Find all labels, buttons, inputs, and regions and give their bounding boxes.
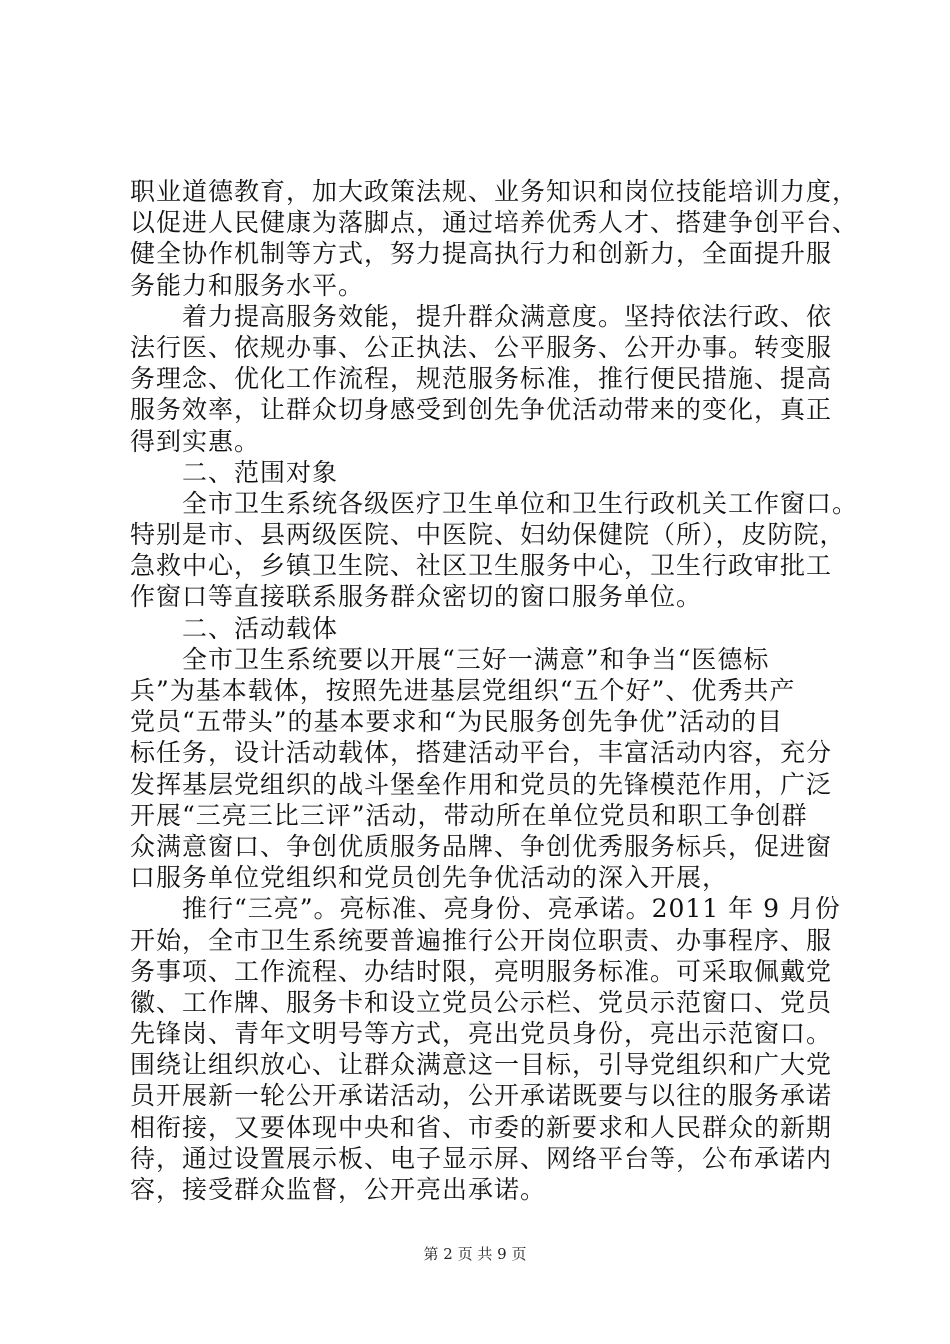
text-line: 徽、工作牌、服务卡和设立党员公示栏、党员示范窗口、党员 xyxy=(130,987,833,1017)
section-heading: 二、活动载体 xyxy=(182,613,339,643)
text-line: 以促进人民健康为落脚点，通过培养优秀人才、搭建争创平台、 xyxy=(130,208,859,238)
text-line: 法行医、依规办事、公正执法、公平服务、公开办事。转变服 xyxy=(130,332,833,362)
text-line: 作窗口等直接联系服务群众密切的窗口服务单位。 xyxy=(130,582,703,612)
text-line: 特别是市、县两级医院、中医院、妇幼保健院（所），皮防院， xyxy=(130,520,846,550)
text-line: 党员“五带头”的基本要求和“为民服务创先争优”活动的目 xyxy=(130,707,784,737)
text-line: 职业道德教育，加大政策法规、业务知识和岗位技能培训力度， xyxy=(130,177,859,206)
text-line: 待，通过设置展示板、电子显示屏、网络平台等，公布承诺内 xyxy=(130,1143,833,1173)
paragraph-start-line: 全市卫生系统各级医疗卫生单位和卫生行政机关工作窗口。 xyxy=(182,488,859,518)
text-line: 得到实惠。 xyxy=(130,426,261,456)
text-line: 相衔接，又要体现中央和省、市委的新要求和人民群众的新期 xyxy=(130,1112,833,1142)
paragraph-start-line: 全市卫生系统要以开展“三好一满意”和争当“医德标 xyxy=(182,644,770,674)
text-line: 容，接受群众监督，公开亮出承诺。 xyxy=(130,1175,547,1204)
text-line: 围绕让组织放心、让群众满意这一目标，引导党组织和广大党 xyxy=(130,1050,833,1080)
text-line: 员开展新一轮公开承诺活动，公开承诺既要与以往的服务承诺 xyxy=(130,1081,833,1111)
text-line: 务能力和服务水平。 xyxy=(130,270,365,300)
text-line: 口服务单位党组织和党员创先争优活动的深入开展， xyxy=(130,863,729,893)
document-body xyxy=(130,176,859,1205)
text-line: 开展“三亮三比三评”活动，带动所在单位党员和职工争创群 xyxy=(130,800,808,830)
text-line: 兵”为基本载体，按照先进基层党组织“五个好”、优秀共产 xyxy=(130,676,796,705)
text-line: 务事项、工作流程、办结时限，亮明服务标准。可采取佩戴党 xyxy=(130,956,833,986)
text-line: 健全协作机制等方式，努力提高执行力和创新力，全面提升服 xyxy=(130,239,833,269)
text-line: 开始，全市卫生系统要普遍推行公开岗位职责、办事程序、服 xyxy=(130,925,833,955)
text-line: 急救中心，乡镇卫生院、社区卫生服务中心，卫生行政审批工 xyxy=(130,551,833,581)
paragraph-start-line: 着力提高服务效能，提升群众满意度。坚持依法行政、依 xyxy=(182,301,833,331)
text-line: 服务效率，让群众切身感受到创先争优活动带来的变化，真正 xyxy=(130,395,833,425)
text-line: 众满意窗口、争创优质服务品牌、争创优秀服务标兵，促进窗 xyxy=(130,831,833,861)
page-number-footer: 第 2 页 共 9 页 xyxy=(423,1245,527,1263)
text-line: 发挥基层党组织的战斗堡垒作用和党员的先锋模范作用，广泛 xyxy=(130,769,833,799)
paragraph-start-line: 推行“三亮”。亮标准、亮身份、亮承诺。2011 年 9 月份 xyxy=(182,894,841,924)
text-line: 先锋岗、青年文明号等方式，亮出党员身份，亮出示范窗口。 xyxy=(130,1019,833,1049)
text-line: 务理念、优化工作流程，规范服务标准，推行便民措施、提高 xyxy=(130,364,833,394)
text-line: 标任务，设计活动载体，搭建活动平台，丰富活动内容，充分 xyxy=(130,738,833,768)
section-heading: 二、范围对象 xyxy=(182,457,339,487)
